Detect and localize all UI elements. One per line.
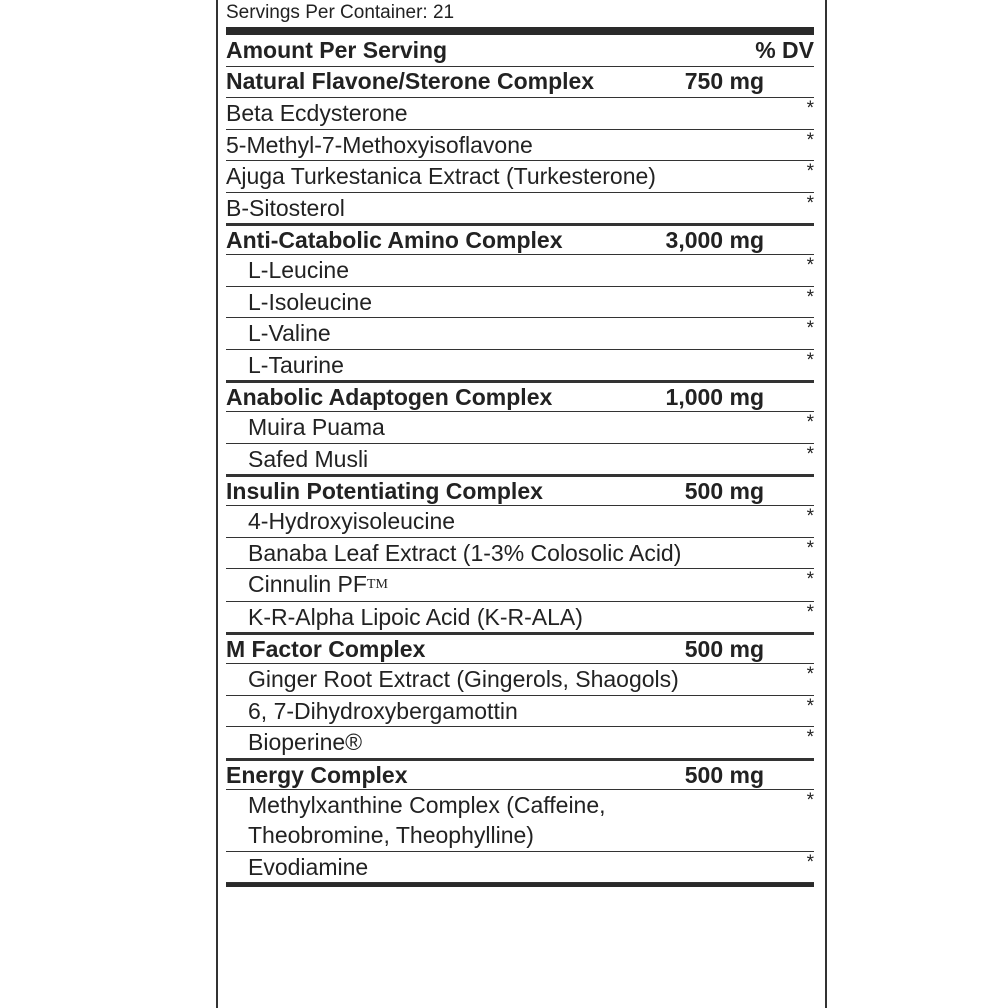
ingredient-name	[226, 569, 688, 601]
ingredient-name	[226, 790, 688, 851]
ingredient-name-text: 5-Methyl-7-Methoxyisoflavone	[226, 131, 533, 158]
ingredient-name	[226, 412, 688, 443]
servings-per-container: Servings Per Container: 21	[226, 2, 455, 23]
dv-not-established-mark: *	[806, 255, 814, 276]
ingredient-name-text: K-R-Alpha Lipoic Acid (K-R-ALA)	[248, 603, 583, 630]
ingredient-name-text: 4-Hydroxyisoleucine	[248, 508, 456, 534]
ingredient-name-text: Methylxanthine Complex (Caffeine, Theobromine, Theophylline)	[248, 791, 606, 848]
ingredient-name-text: Evodiamine	[248, 853, 369, 880]
ingredient-name	[226, 255, 688, 286]
ingredient-name-text: Beta Ecdysterone	[226, 100, 408, 126]
ingredient-row	[226, 664, 814, 696]
dv-not-established-mark: *	[806, 349, 814, 371]
complex-name: Energy Complex	[226, 761, 408, 788]
complex-amount: 500 mg	[684, 761, 764, 788]
ingredient-row	[226, 193, 814, 225]
ingredient-name	[226, 161, 666, 192]
ingredient-name-text: Ajuga Turkestanica Extract (Turkesterone)	[226, 163, 656, 189]
dv-not-established-mark: *	[806, 161, 814, 182]
ingredient-name-text: Safed Musli	[248, 445, 369, 472]
ingredient-name	[226, 696, 688, 727]
complex-name: Natural Flavone/Sterone Complex	[226, 68, 595, 94]
dv-not-established-mark: *	[806, 192, 814, 214]
ingredient-name	[226, 98, 666, 129]
complex-name: Anti-Catabolic Amino Complex	[226, 227, 563, 253]
ingredient-row	[226, 696, 814, 728]
complex-row	[226, 381, 814, 412]
ingredient-name	[226, 444, 688, 475]
dv-not-established-mark: *	[806, 443, 814, 465]
dv-not-established-mark: *	[806, 601, 814, 623]
complex-row	[226, 224, 814, 255]
complex-row	[226, 633, 814, 664]
dv-header-label: % DV	[755, 37, 814, 63]
ingredient-name	[226, 664, 688, 695]
complex-name: M Factor Complex	[226, 636, 426, 662]
ingredient-name	[226, 602, 688, 633]
complex-row	[226, 67, 814, 98]
ingredient-name	[226, 538, 688, 569]
complex-name: Anabolic Adaptogen Complex	[226, 384, 553, 410]
ingredient-name-text: Ginger Root Extract (Gingerols, Shaogols)	[248, 666, 679, 692]
ingredient-name-text: L-Isoleucine	[248, 288, 373, 315]
complex-amount: 500 mg	[684, 636, 764, 662]
ingredient-name-text: Cinnulin PF	[248, 571, 367, 597]
complex-name: Insulin Potentiating Complex	[226, 478, 543, 504]
dv-not-established-mark: *	[806, 318, 814, 339]
complex-amount: 500 mg	[684, 478, 764, 504]
amount-per-serving-header	[226, 35, 814, 67]
dv-not-established-mark: *	[806, 537, 814, 559]
ingredient-name-text: L-Leucine	[248, 257, 350, 283]
ingredient-row	[226, 98, 814, 130]
ingredient-name-text: 6, 7-Dihydroxybergamottin	[248, 697, 518, 724]
amount-per-serving-label: Amount Per Serving	[226, 37, 448, 63]
supplement-facts-panel	[216, 0, 827, 1008]
dv-not-established-mark: *	[806, 851, 814, 873]
dv-not-established-mark: *	[806, 569, 814, 590]
ingredient-name-text: B-Sitosterol	[226, 194, 345, 221]
ingredient-row	[226, 350, 814, 382]
ingredient-name	[226, 130, 666, 161]
thick-divider	[226, 27, 814, 35]
complex-amount: 1,000 mg	[665, 384, 764, 410]
dv-not-established-mark: *	[806, 506, 814, 527]
ingredient-row	[226, 538, 814, 570]
ingredient-row	[226, 602, 814, 634]
dv-not-established-mark: *	[806, 664, 814, 685]
ingredient-row	[226, 790, 814, 852]
ingredient-name-text: Banaba Leaf Extract (1-3% Colosolic Acid)	[248, 539, 682, 566]
ingredient-name-text: Muira Puama	[248, 414, 385, 440]
ingredient-row	[226, 255, 814, 287]
facts-rows	[226, 35, 814, 883]
ingredient-row	[226, 506, 814, 538]
bottom-thick-divider	[226, 883, 814, 887]
dv-not-established-mark: *	[806, 412, 814, 433]
dv-not-established-mark: *	[806, 789, 814, 811]
ingredient-row	[226, 852, 814, 884]
dv-not-established-mark: *	[806, 286, 814, 308]
complex-amount: 750 mg	[684, 68, 764, 94]
dv-not-established-mark: *	[806, 98, 814, 119]
dv-not-established-mark: *	[806, 727, 814, 748]
ingredient-name	[226, 727, 688, 758]
ingredient-name	[226, 506, 688, 537]
ingredient-row	[226, 287, 814, 319]
ingredient-row	[226, 569, 814, 602]
complex-amount: 3,000 mg	[665, 227, 764, 253]
complex-row	[226, 759, 814, 790]
ingredient-name	[226, 852, 688, 883]
ingredient-name-text: Bioperine®	[248, 729, 363, 755]
ingredient-row	[226, 727, 814, 759]
ingredient-row	[226, 412, 814, 444]
ingredient-row	[226, 318, 814, 350]
complex-row	[226, 475, 814, 506]
ingredient-name	[226, 193, 666, 224]
trademark-mark: TM	[366, 577, 388, 592]
ingredient-row	[226, 161, 814, 193]
dv-not-established-mark: *	[806, 695, 814, 717]
ingredient-name	[226, 318, 688, 349]
ingredient-row	[226, 130, 814, 162]
ingredient-name-text: L-Taurine	[248, 351, 344, 378]
dv-not-established-mark: *	[806, 129, 814, 151]
ingredient-name-text: L-Valine	[248, 320, 331, 346]
ingredient-row	[226, 444, 814, 476]
ingredient-name	[226, 350, 688, 381]
ingredient-name	[226, 287, 688, 318]
